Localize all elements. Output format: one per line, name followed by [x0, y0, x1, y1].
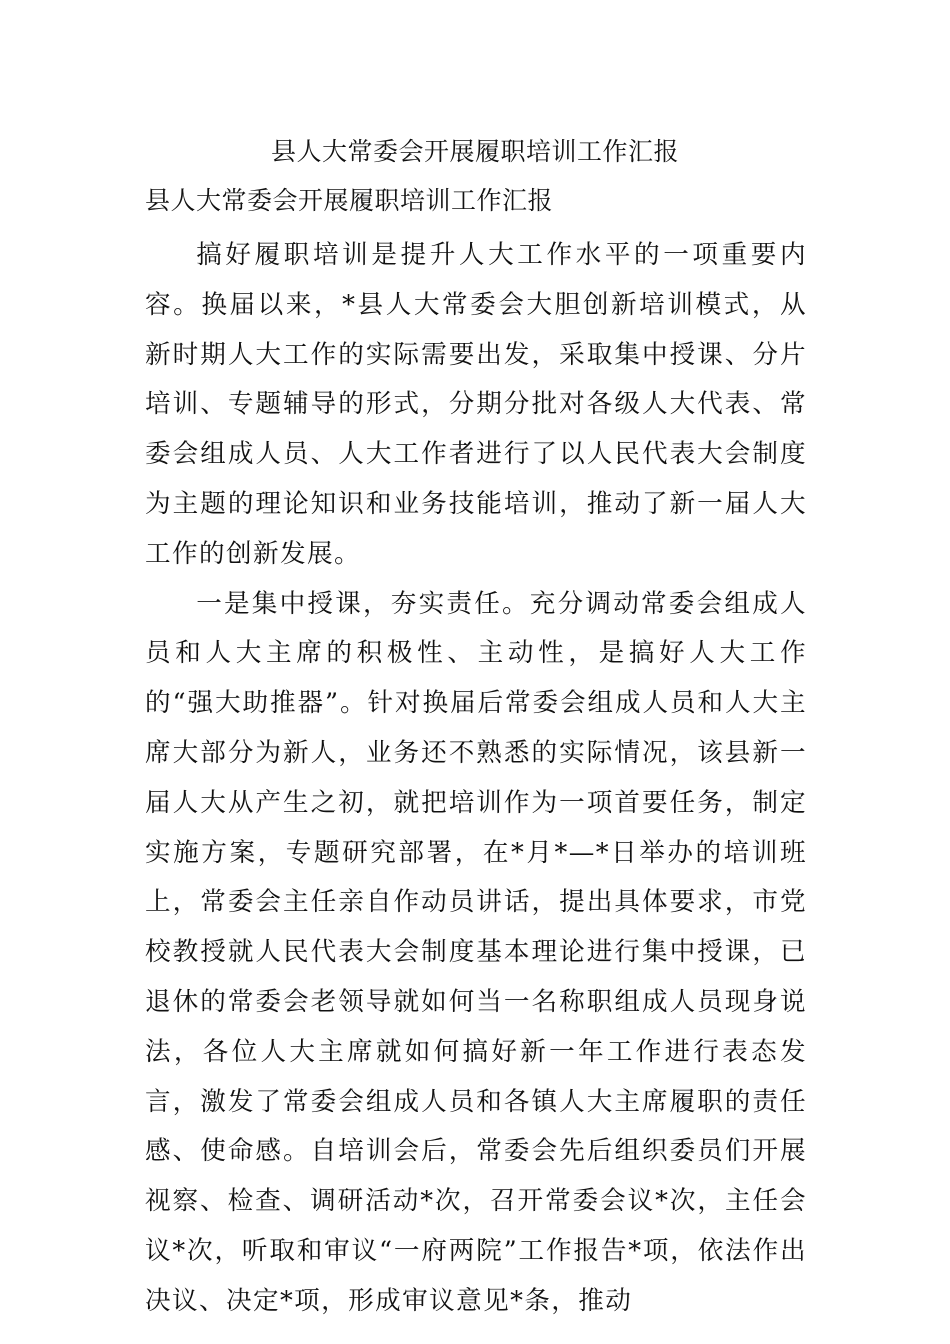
document-subtitle: 县人大常委会开展履职培训工作汇报	[145, 186, 554, 215]
paragraph-intro: 搞好履职培训是提升人大工作水平的一项重要内容。换届以来，*县人大常委会大胆创新培训模式，从新时期人大工作的实际需要出发，采取集中授课、分片培训、专题辅导的形式，分期分批对各级人大代表、常委会组成人员、人大工作者进行了以人民代表大会制度为主题的理论知识和业务技能培训，推动了新一届人大工作的创新发展。	[145, 240, 807, 569]
document-body	[145, 183, 807, 1327]
paragraph-centralized-lectures: 一是集中授课，夯实责任。充分调动常委会组成人员和人大主席的积极性、主动性，是搞好人大工作的“强大助推器”。针对换届后常委会组成人员和人大主席大部分为新人，业务还不熟悉的实际情况，该县新一届人大从产生之初，就把培训作为一项首要任务，制定实施方案，专题研究部署，在*月*—*日举办的培训班上，常委会主任亲自作动员讲话，提出具体要求，市党校教授就人民代表大会制度基本理论进行集中授课，已退休的常委会老领导就如何当一名称职组成人员现身说法，各位人大主席就如何搞好新一年工作进行表态发言，激发了常委会组成人员和各镇人大主席履职的责任感、使命感。自培训会后，常委会先后组织委员们开展视察、检查、调研活动*次，召开常委会议*次，主任会议*次，听取和审议“一府两院”工作报告*项，依法作出决议、决定*项，形成审议意见*条，推动	[145, 588, 807, 1316]
document-title: 县人大常委会开展履职培训工作汇报	[270, 137, 679, 166]
